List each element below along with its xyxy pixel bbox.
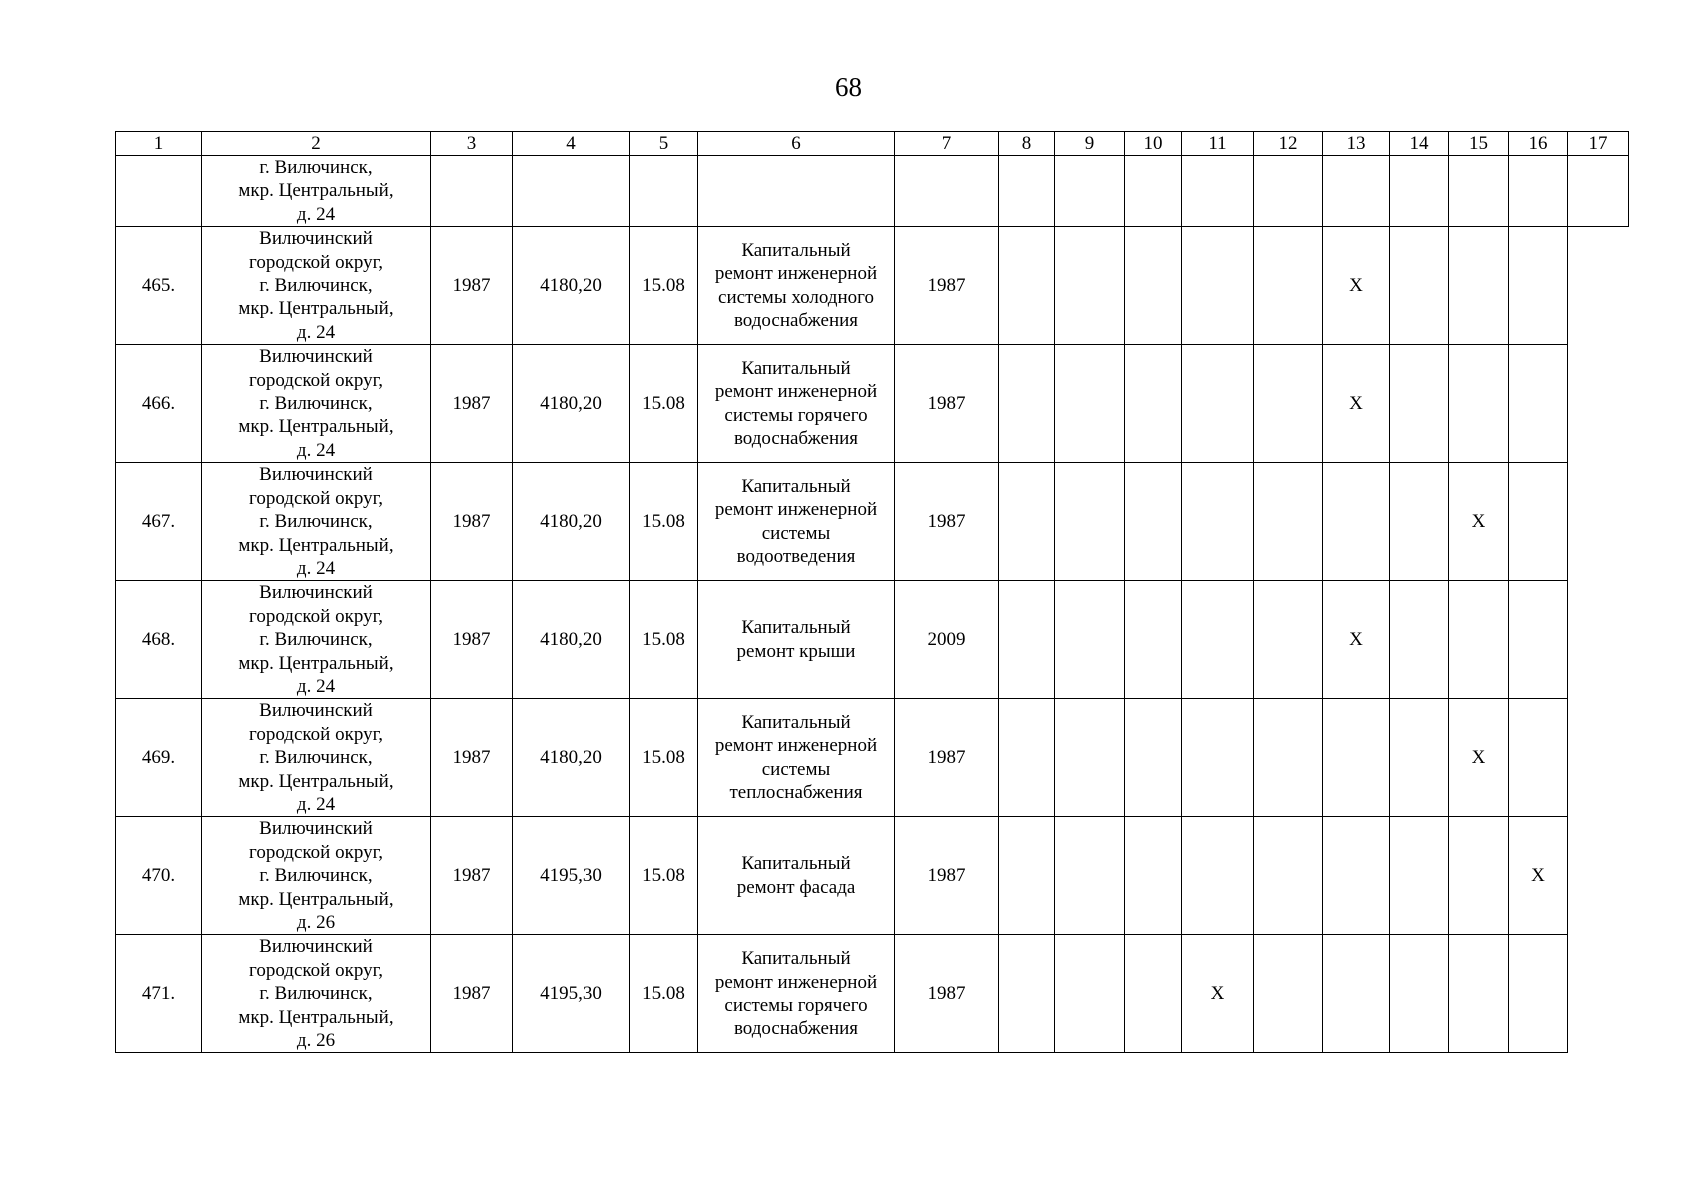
repair-register-table [115,131,1629,1053]
column-5-cell: 15.08 [630,227,698,345]
work-type-cell: Капитальный ремонт инженерной системы холодного водоснабжения [698,227,895,345]
period-mark-cell [1449,817,1509,935]
period-mark-cell [1125,463,1182,581]
empty-cell [431,156,513,227]
period-mark-cell [1509,581,1568,699]
year-cell: 1987 [431,581,513,699]
column-number-cell: 2 [202,132,431,156]
year-cell: 1987 [431,227,513,345]
period-mark-cell [1182,345,1254,463]
year-cell: 1987 [431,935,513,1053]
period-mark-cell [1254,463,1323,581]
year-cell: 1987 [431,699,513,817]
period-mark-cell [999,463,1055,581]
period-mark-cell [1509,345,1568,463]
column-number-cell: 7 [895,132,999,156]
work-type-cell: Капитальный ремонт инженерной системы горячего водоснабжения [698,935,895,1053]
address-cell: Вилючинский городской округ, г. Вилючинск, мкр. Центральный, д. 26 [202,817,431,935]
period-mark-cell [1182,463,1254,581]
column-5-cell: 15.08 [630,463,698,581]
empty-cell [1323,156,1390,227]
column-number-cell: 1 [116,132,202,156]
column-7-cell: 1987 [895,345,999,463]
column-7-cell: 1987 [895,699,999,817]
table-row [116,227,1629,345]
address-cell: Вилючинский городской округ, г. Вилючинск, мкр. Центральный, д. 26 [202,935,431,1053]
year-cell: 1987 [431,345,513,463]
row-number-cell: 467. [116,463,202,581]
column-5-cell: 15.08 [630,581,698,699]
period-mark-cell: X [1182,935,1254,1053]
column-7-cell: 2009 [895,581,999,699]
row-number-cell: 470. [116,817,202,935]
period-mark-cell [1509,935,1568,1053]
area-cell: 4180,20 [513,227,630,345]
period-mark-cell [1449,227,1509,345]
area-cell: 4180,20 [513,581,630,699]
column-number-cell: 6 [698,132,895,156]
column-number-cell: 14 [1390,132,1449,156]
period-mark-cell [1055,581,1125,699]
address-cell: г. Вилючинск, мкр. Центральный, д. 24 [202,156,431,227]
period-mark-cell: X [1449,699,1509,817]
table-row [116,581,1629,699]
period-mark-cell [1125,699,1182,817]
column-number-cell: 17 [1568,132,1629,156]
work-type-cell: Капитальный ремонт инженерной системы горячего водоснабжения [698,345,895,463]
area-cell: 4180,20 [513,699,630,817]
continuation-row [116,156,1629,227]
address-cell: Вилючинский городской округ, г. Вилючинск, мкр. Центральный, д. 24 [202,463,431,581]
period-mark-cell [1390,581,1449,699]
period-mark-cell [1323,699,1390,817]
column-number-cell: 9 [1055,132,1125,156]
page-number: 68 [835,72,862,102]
column-7-cell: 1987 [895,227,999,345]
period-mark-cell [1182,227,1254,345]
empty-cell [1449,156,1509,227]
empty-cell [1509,156,1568,227]
column-5-cell: 15.08 [630,699,698,817]
table-row [116,345,1629,463]
area-cell: 4180,20 [513,345,630,463]
column-5-cell: 15.08 [630,345,698,463]
column-number-cell: 4 [513,132,630,156]
address-cell: Вилючинский городской округ, г. Вилючинск, мкр. Центральный, д. 24 [202,581,431,699]
row-number-cell: 465. [116,227,202,345]
column-number-header-row [116,132,1629,156]
period-mark-cell [1055,227,1125,345]
column-number-cell: 16 [1509,132,1568,156]
empty-cell [1568,156,1629,227]
address-cell: Вилючинский городской округ, г. Вилючинск, мкр. Центральный, д. 24 [202,345,431,463]
period-mark-cell [1182,817,1254,935]
empty-cell [895,156,999,227]
period-mark-cell [1125,935,1182,1053]
period-mark-cell [1125,817,1182,935]
period-mark-cell [1323,817,1390,935]
period-mark-cell [1390,463,1449,581]
area-cell: 4195,30 [513,817,630,935]
column-number-cell: 3 [431,132,513,156]
period-mark-cell [1254,581,1323,699]
period-mark-cell [1390,935,1449,1053]
period-mark-cell [1390,699,1449,817]
column-number-cell: 10 [1125,132,1182,156]
column-number-cell: 8 [999,132,1055,156]
period-mark-cell: X [1323,227,1390,345]
row-number-cell: 469. [116,699,202,817]
empty-cell [1390,156,1449,227]
period-mark-cell [999,699,1055,817]
column-number-cell: 12 [1254,132,1323,156]
address-cell: Вилючинский городской округ, г. Вилючинск, мкр. Центральный, д. 24 [202,227,431,345]
row-number-cell [116,156,202,227]
period-mark-cell [1055,817,1125,935]
work-type-cell: Капитальный ремонт крыши [698,581,895,699]
period-mark-cell [1323,463,1390,581]
period-mark-cell [1509,227,1568,345]
period-mark-cell [999,817,1055,935]
period-mark-cell [1055,463,1125,581]
year-cell: 1987 [431,463,513,581]
period-mark-cell [1125,227,1182,345]
row-number-cell: 468. [116,581,202,699]
column-number-cell: 11 [1182,132,1254,156]
period-mark-cell [999,935,1055,1053]
table-row [116,699,1629,817]
empty-cell [1182,156,1254,227]
period-mark-cell [999,227,1055,345]
work-type-cell: Капитальный ремонт инженерной системы водоотведения [698,463,895,581]
period-mark-cell [1449,935,1509,1053]
empty-cell [1055,156,1125,227]
table-row [116,935,1629,1053]
period-mark-cell [1254,699,1323,817]
period-mark-cell: X [1449,463,1509,581]
empty-cell [513,156,630,227]
period-mark-cell [1509,463,1568,581]
period-mark-cell [1323,935,1390,1053]
period-mark-cell [1055,699,1125,817]
empty-cell [1125,156,1182,227]
empty-cell [999,156,1055,227]
period-mark-cell [999,345,1055,463]
row-number-cell: 471. [116,935,202,1053]
period-mark-cell [1254,345,1323,463]
period-mark-cell [1254,935,1323,1053]
period-mark-cell [1254,817,1323,935]
table-row [116,463,1629,581]
column-number-cell: 5 [630,132,698,156]
period-mark-cell [1125,581,1182,699]
period-mark-cell [1055,935,1125,1053]
period-mark-cell [1182,581,1254,699]
work-type-cell: Капитальный ремонт фасада [698,817,895,935]
column-7-cell: 1987 [895,817,999,935]
period-mark-cell [1125,345,1182,463]
year-cell: 1987 [431,817,513,935]
empty-cell [698,156,895,227]
column-7-cell: 1987 [895,463,999,581]
period-mark-cell [1390,227,1449,345]
period-mark-cell: X [1323,345,1390,463]
column-number-cell: 13 [1323,132,1390,156]
work-type-cell: Капитальный ремонт инженерной системы теплоснабжения [698,699,895,817]
table-row [116,817,1629,935]
period-mark-cell [1449,581,1509,699]
column-7-cell: 1987 [895,935,999,1053]
area-cell: 4180,20 [513,463,630,581]
column-5-cell: 15.08 [630,935,698,1053]
area-cell: 4195,30 [513,935,630,1053]
empty-cell [630,156,698,227]
column-number-cell: 15 [1449,132,1509,156]
period-mark-cell [1055,345,1125,463]
period-mark-cell [1390,817,1449,935]
period-mark-cell [999,581,1055,699]
period-mark-cell [1509,699,1568,817]
period-mark-cell: X [1323,581,1390,699]
period-mark-cell [1449,345,1509,463]
period-mark-cell [1254,227,1323,345]
row-number-cell: 466. [116,345,202,463]
period-mark-cell [1182,699,1254,817]
empty-cell [1254,156,1323,227]
period-mark-cell [1390,345,1449,463]
period-mark-cell: X [1509,817,1568,935]
address-cell: Вилючинский городской округ, г. Вилючинск, мкр. Центральный, д. 24 [202,699,431,817]
column-5-cell: 15.08 [630,817,698,935]
